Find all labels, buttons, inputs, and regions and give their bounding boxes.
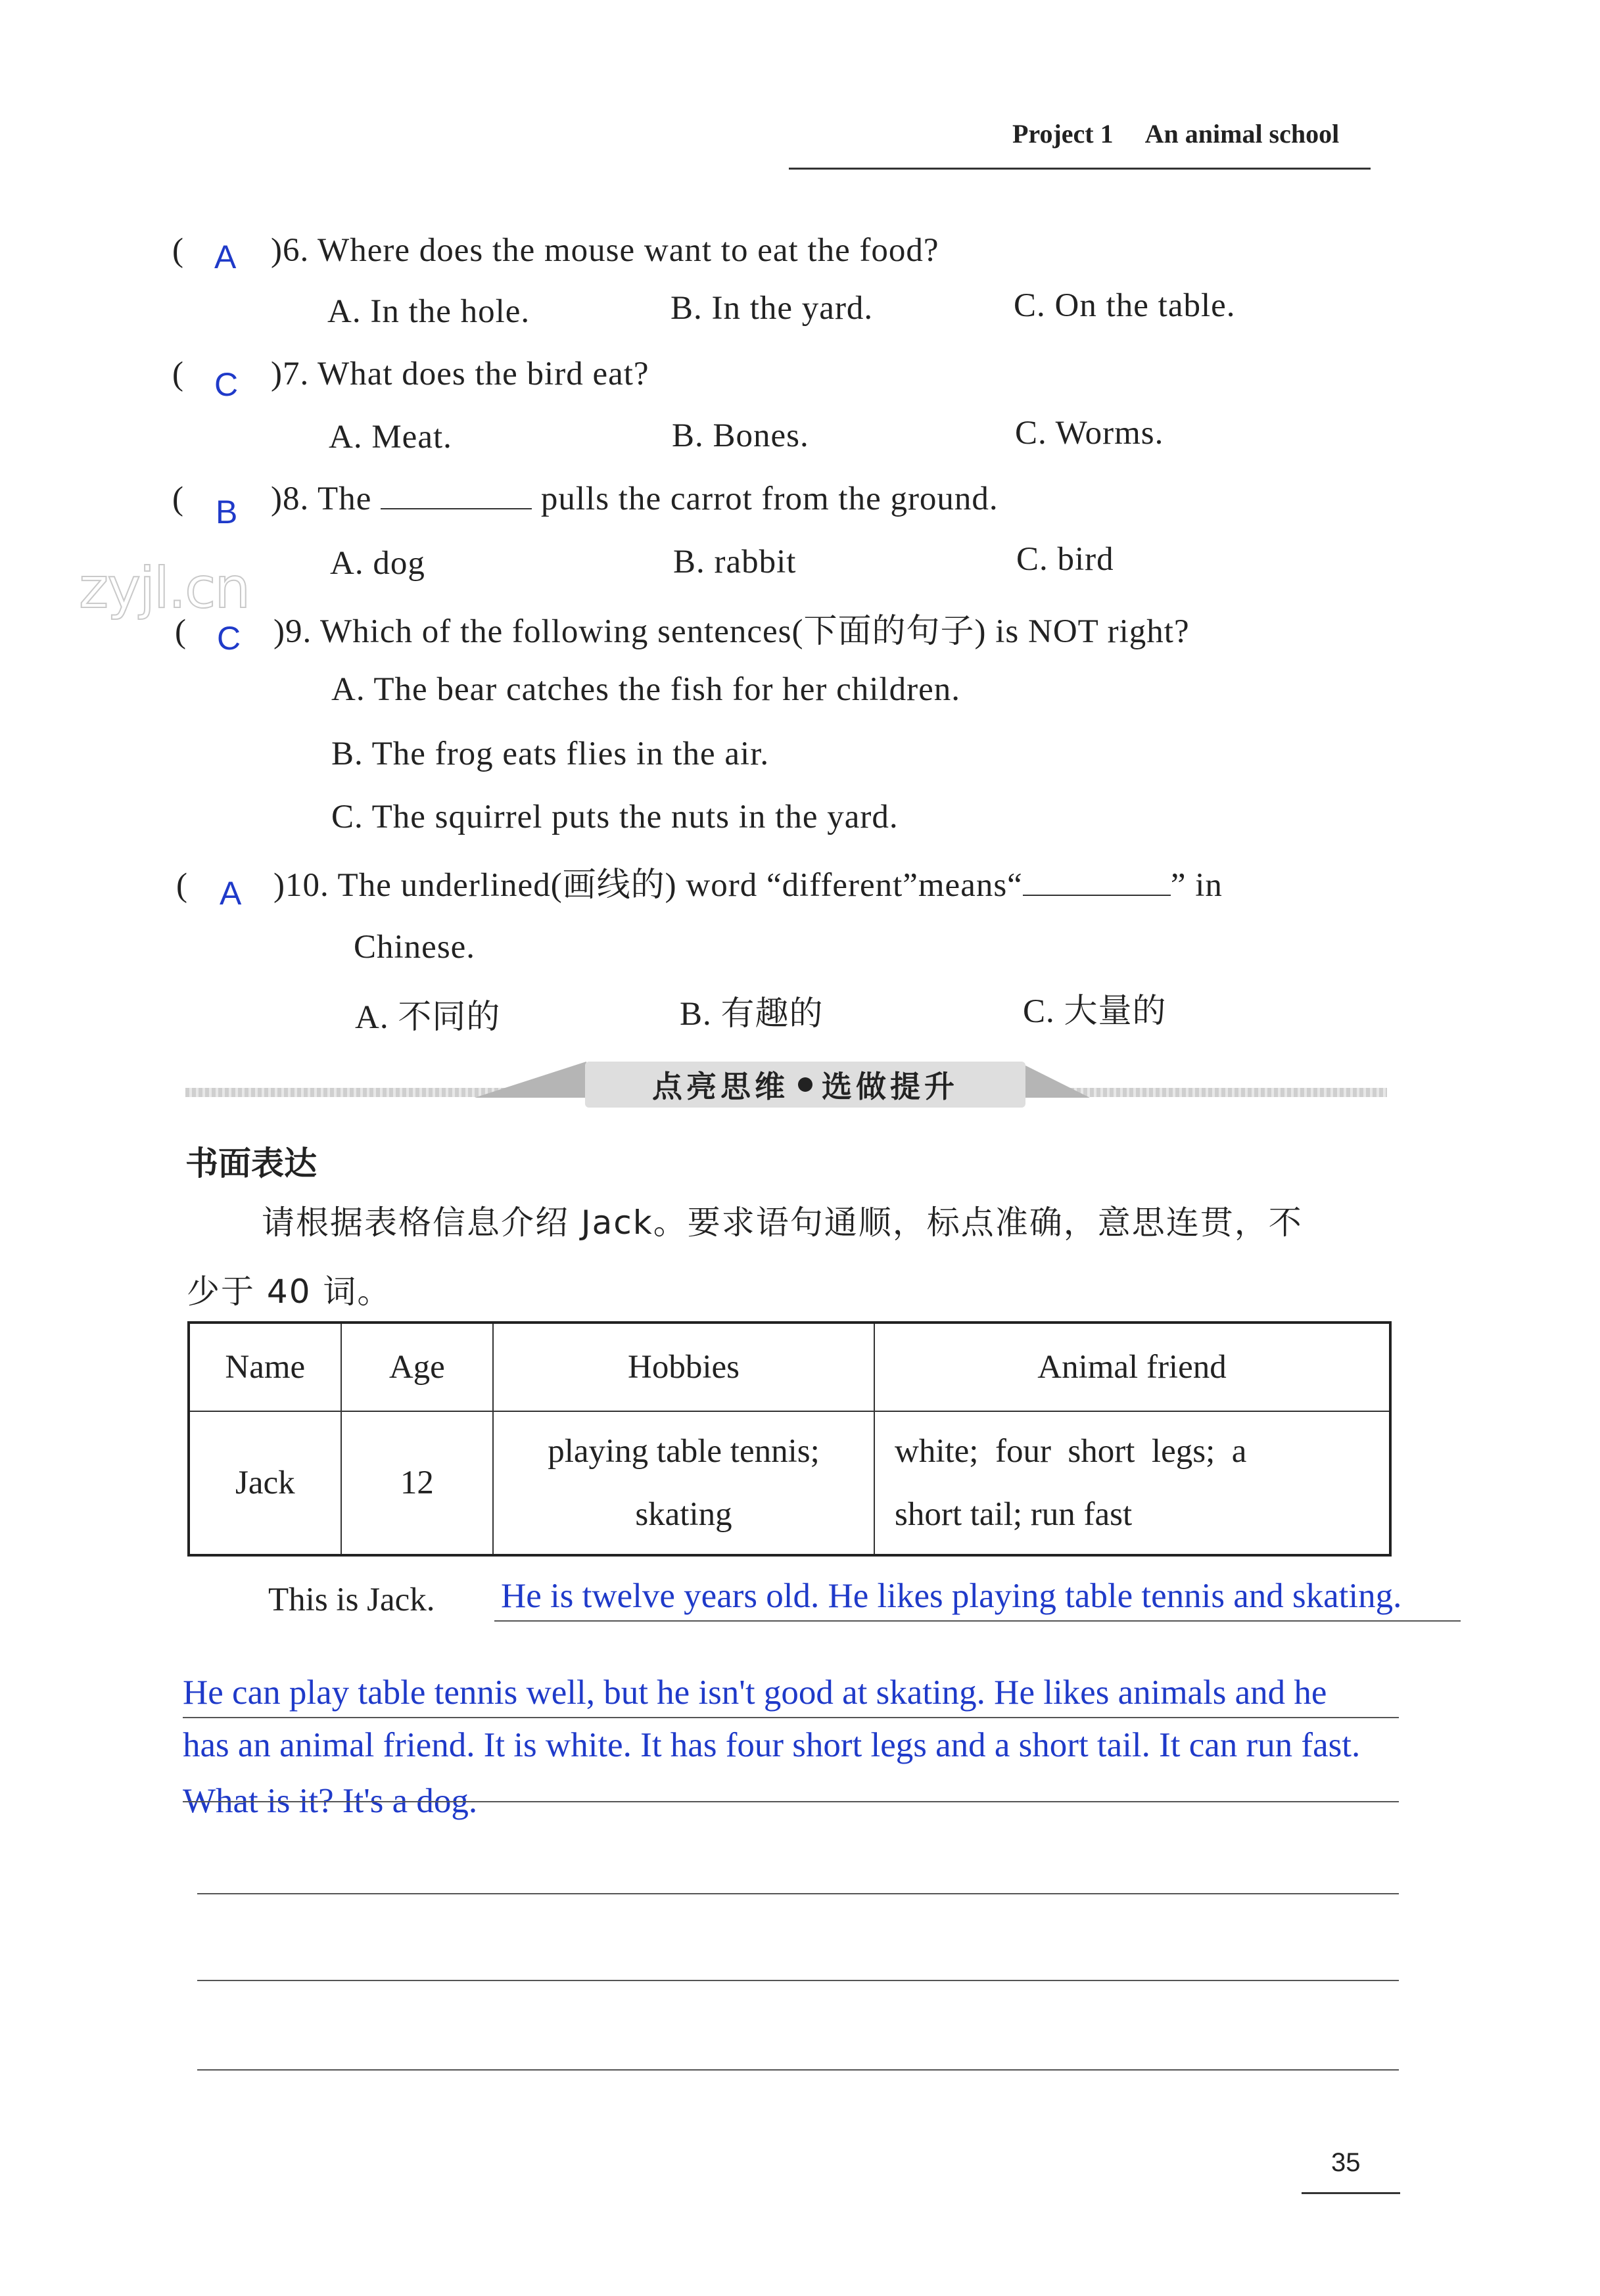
header-name: Name [189, 1323, 341, 1411]
page-number-rule [1302, 2192, 1400, 2194]
question-10-answer: A [220, 875, 242, 912]
writing-line-1 [494, 1620, 1461, 1622]
essay-lead: This is Jack. [268, 1581, 435, 1618]
table-header-row [189, 1323, 1390, 1411]
essay-answer-line-2: He can play table tennis well, but he isn't good at skating. He likes animals and he [183, 1674, 1327, 1712]
question-7-stem: )7. What does the bird eat? [271, 356, 649, 392]
header-project: Project 1 [1012, 119, 1114, 149]
question-8-blank [381, 482, 532, 509]
writing-line-2 [183, 1717, 1399, 1718]
running-header [1012, 118, 1339, 149]
question-8-stem-end: pulls the carrot from the ground. [540, 480, 999, 517]
question-9 [175, 603, 1190, 652]
bullet-icon [798, 1077, 812, 1092]
banner-right-text: 选做提升 [822, 1069, 958, 1104]
header-hobbies: Hobbies [493, 1323, 874, 1411]
question-8-stem-start: )8. The [271, 480, 372, 517]
question-10-option-c: C. 大量的 [1023, 993, 1167, 1030]
question-6-option-b: B. In the yard. [671, 290, 874, 327]
open-paren: ( [172, 356, 184, 392]
question-7-option-b: B. Bones. [672, 417, 809, 454]
question-10 [176, 857, 1223, 906]
writing-line-4 [197, 1893, 1399, 1894]
essay-answer-line-4: What is it? It's a dog. [183, 1782, 478, 1820]
question-6-stem: )6. Where does the mouse want to eat the food? [271, 232, 939, 269]
cell-name: Jack [189, 1411, 341, 1555]
cell-age: 12 [341, 1411, 493, 1555]
question-7-option-c: C. Worms. [1015, 415, 1164, 452]
question-8-option-c: C. bird [1016, 541, 1114, 578]
question-6-answer: A [214, 239, 237, 275]
essay-answer-line-1: He is twelve years old. He likes playing table tennis and skating. [501, 1577, 1402, 1615]
instruction-line-1: 请根据表格信息介绍 Jack。要求语句通顺，标点准确，意思连贯，不 [262, 1204, 1303, 1242]
header-animal-friend: Animal friend [874, 1323, 1390, 1411]
cell-animal-friend [874, 1411, 1390, 1555]
banner-triangle-left [475, 1062, 586, 1098]
question-10-blank [1023, 868, 1171, 896]
hobbies-line-1: playing table tennis; [548, 1433, 820, 1470]
question-8 [172, 480, 999, 518]
question-6-option-a: A. In the hole. [327, 293, 530, 330]
question-9-answer: C [217, 620, 241, 657]
banner-triangle-right [1018, 1062, 1090, 1098]
hobbies-line-2: skating [635, 1496, 732, 1533]
section-title: 书面表达 [185, 1144, 317, 1183]
question-9-option-c: C. The squirrel puts the nuts in the yard. [331, 799, 899, 835]
open-paren: ( [175, 613, 187, 650]
header-rule [789, 168, 1371, 170]
header-age: Age [341, 1323, 493, 1411]
question-8-option-a: A. dog [330, 545, 425, 582]
page-number: 35 [1331, 2148, 1361, 2177]
watermark-logo: zyjl.cn [79, 555, 249, 621]
question-10-stem-continued: Chinese. [354, 929, 476, 966]
question-9-option-a: A. The bear catches the fish for her children. [331, 671, 961, 708]
table-row [189, 1411, 1390, 1555]
question-6 [172, 231, 939, 269]
open-paren: ( [176, 867, 188, 904]
question-10-option-b: B. 有趣的 [680, 996, 824, 1033]
question-7-answer: C [214, 366, 239, 403]
open-paren: ( [172, 232, 184, 269]
question-8-option-b: B. rabbit [673, 544, 797, 580]
question-8-answer: B [216, 494, 238, 530]
cell-hobbies [493, 1411, 874, 1555]
question-9-option-b: B. The frog eats flies in the air. [331, 736, 770, 772]
question-7 [172, 355, 649, 393]
section-banner [585, 1062, 1025, 1108]
info-table [187, 1321, 1392, 1557]
question-6-option-c: C. On the table. [1014, 287, 1236, 324]
header-title: An animal school [1144, 119, 1340, 149]
question-9-stem: )9. Which of the following sentences(下面的句子) is NOT right? [273, 613, 1190, 650]
essay-answer-line-3: has an animal friend. It is white. It has four short legs and a short tail. It can run fast. [183, 1726, 1361, 1764]
question-10-option-a: A. 不同的 [355, 999, 501, 1036]
question-10-stem-start: )10. The underlined(画线的) word “different”means“ [273, 867, 1023, 904]
writing-line-5 [197, 1980, 1399, 1981]
question-10-stem-end: ” in [1170, 867, 1223, 904]
writing-line-3 [183, 1801, 1399, 1802]
open-paren: ( [172, 480, 184, 517]
writing-line-6 [197, 2069, 1399, 2071]
friend-line-1: white; four short legs; a [894, 1433, 1247, 1470]
instruction-line-2: 少于 40 词。 [187, 1273, 392, 1311]
question-7-option-a: A. Meat. [329, 419, 452, 456]
friend-line-2: short tail; run fast [894, 1496, 1133, 1533]
banner-left-text: 点亮思维 [652, 1069, 789, 1104]
